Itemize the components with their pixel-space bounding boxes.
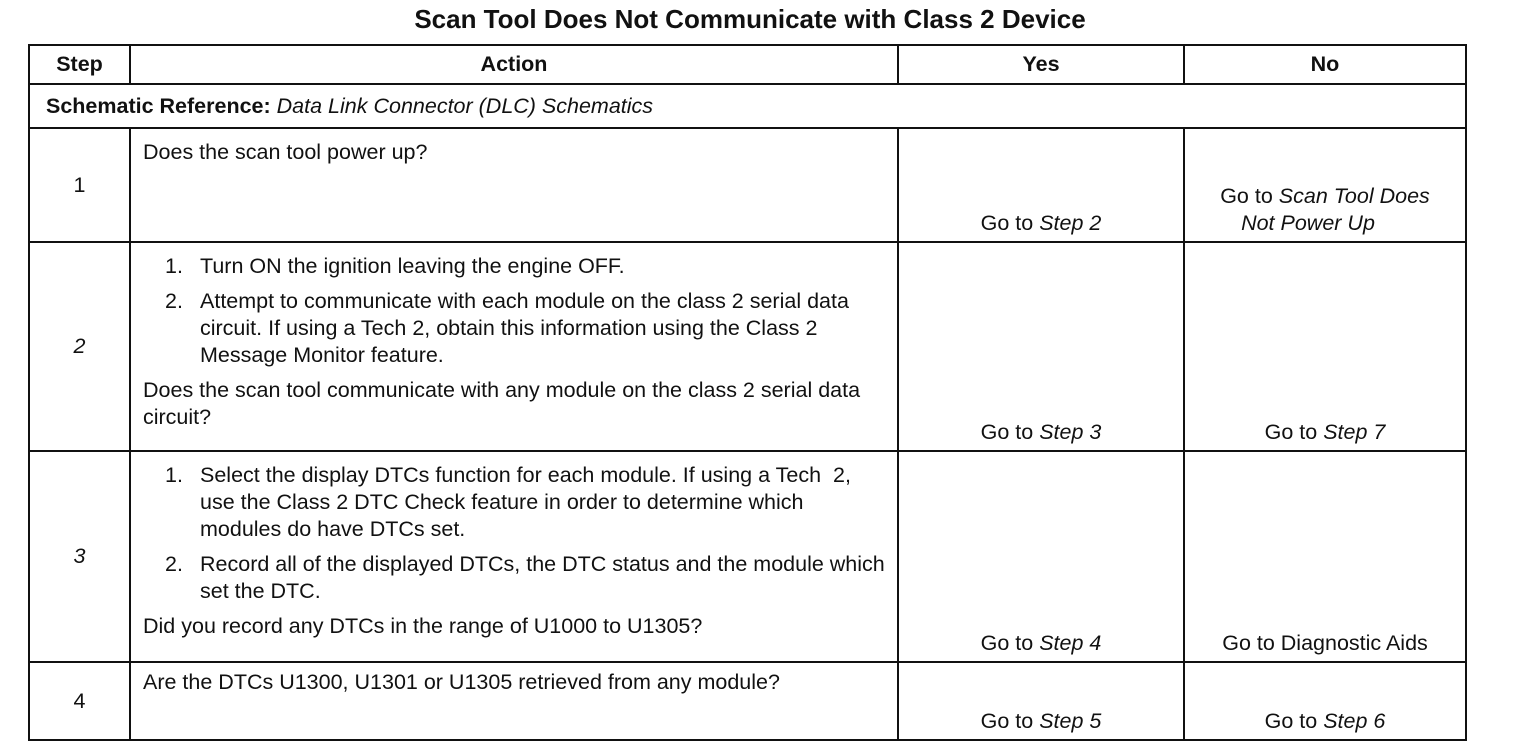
- schematic-reference: [29, 84, 1466, 128]
- table-row: [29, 242, 1466, 451]
- no-prefix: Go to: [1264, 420, 1318, 444]
- action-cell: [130, 242, 898, 451]
- header-row: [29, 45, 1466, 84]
- schematic-reference-label: Schematic Reference:: [46, 93, 271, 118]
- no-prefix: Go to: [1220, 184, 1273, 208]
- no-target-link-line1[interactable]: Scan Tool Does: [1278, 184, 1430, 208]
- schematic-reference-row: [29, 84, 1466, 128]
- action-list: [143, 462, 885, 605]
- header-action: Action: [130, 45, 898, 84]
- step-number: 2: [29, 242, 130, 451]
- no-cell: [1184, 128, 1466, 242]
- no-target-link-line2[interactable]: Not Power Up: [1241, 211, 1375, 235]
- header-step: Step: [29, 45, 130, 84]
- step-number: 3: [29, 451, 130, 662]
- yes-target-link[interactable]: Step 4: [1039, 631, 1102, 655]
- step-number: 4: [29, 662, 130, 740]
- action-cell: [130, 451, 898, 662]
- header-no: No: [1184, 45, 1466, 84]
- header-yes: Yes: [898, 45, 1184, 84]
- yes-prefix: Go to: [980, 631, 1034, 655]
- action-list-item: 1. Select the display DTCs function for each module. If using a Tech 2, use the Class 2 DTC Check feature in order to determine which modules do have DTCs set.: [165, 463, 857, 541]
- no-cell: [1184, 451, 1466, 662]
- yes-target-link[interactable]: Step 2: [1039, 211, 1102, 235]
- action-question: Are the DTCs U1300, U1301 or U1305 retrieved from any module?: [143, 670, 780, 694]
- yes-prefix: Go to: [980, 420, 1034, 444]
- step-number: 1: [29, 128, 130, 242]
- action-cell: [130, 662, 898, 740]
- diagnostic-table: [28, 44, 1467, 741]
- schematic-reference-link[interactable]: Data Link Connector (DLC) Schematics: [276, 93, 654, 118]
- action-question: Did you record any DTCs in the range of U1000 to U1305?: [143, 614, 703, 638]
- table-row: [29, 451, 1466, 662]
- table-row: [29, 128, 1466, 242]
- action-question: Does the scan tool power up?: [143, 140, 428, 164]
- yes-cell: [898, 242, 1184, 451]
- action-question: Does the scan tool communicate with any module on the class 2 serial data circuit?: [143, 378, 861, 429]
- action-list: [143, 253, 885, 369]
- action-cell: [130, 128, 898, 242]
- yes-prefix: Go to: [980, 709, 1034, 733]
- yes-target-link[interactable]: Step 5: [1039, 709, 1102, 733]
- yes-cell: [898, 451, 1184, 662]
- no-prefix: Go to: [1264, 709, 1318, 733]
- yes-cell: [898, 662, 1184, 740]
- action-list-item: 1. Turn ON the ignition leaving the engine OFF.: [165, 254, 625, 278]
- no-cell: [1184, 662, 1466, 740]
- no-target-link[interactable]: Go to Diagnostic Aids: [1222, 631, 1428, 655]
- yes-prefix: Go to: [980, 211, 1034, 235]
- yes-cell: [898, 128, 1184, 242]
- no-target-link[interactable]: Step 7: [1323, 420, 1386, 444]
- page-title: Scan Tool Does Not Communicate with Class 2 Device: [414, 4, 1086, 34]
- no-target-link[interactable]: Step 6: [1323, 709, 1386, 733]
- yes-target-link[interactable]: Step 3: [1039, 420, 1102, 444]
- table-row: [29, 662, 1466, 740]
- no-cell: [1184, 242, 1466, 451]
- action-list-item: 2. Record all of the displayed DTCs, the DTC status and the module which set the DTC.: [165, 552, 885, 603]
- action-list-item: 2. Attempt to communicate with each module on the class 2 serial data circuit. If using a Tech 2, obtain this information using the Class 2 Message Monitor feature.: [165, 289, 849, 367]
